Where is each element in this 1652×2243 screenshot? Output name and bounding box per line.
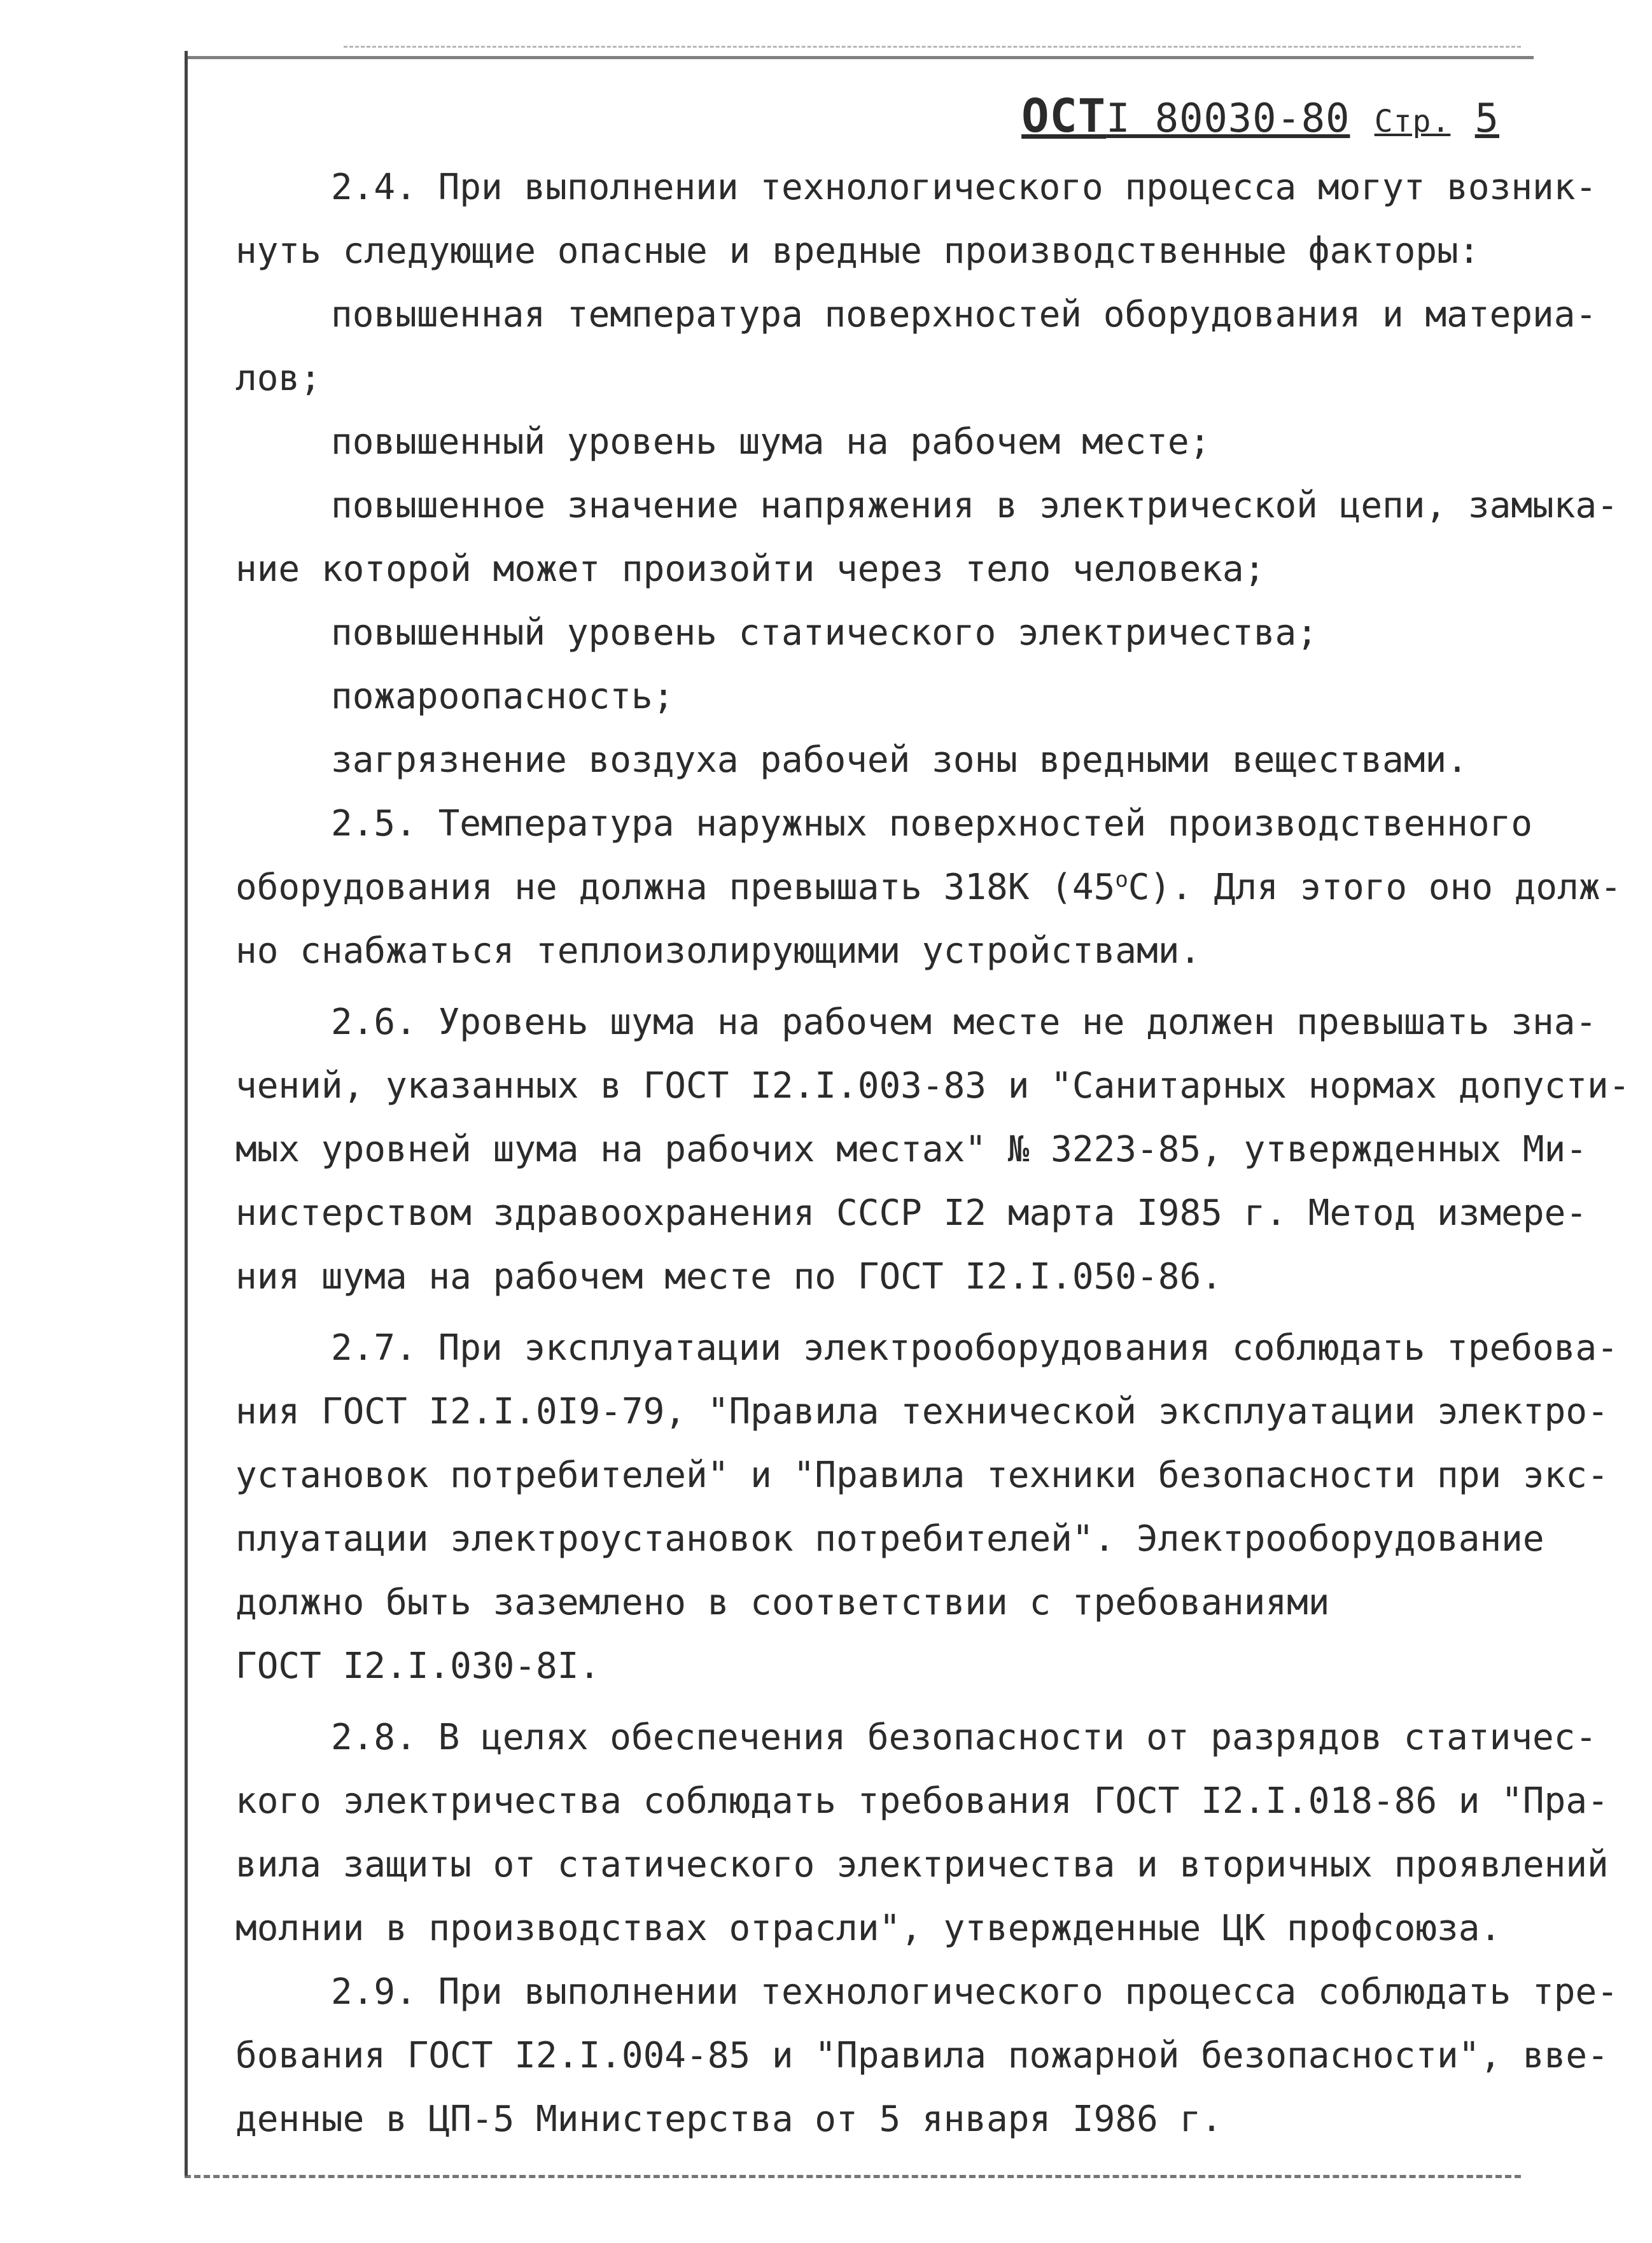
text-line: молнии в производствах отрасли", утвержденные ЦК профсоюза. (235, 1908, 1502, 1949)
text-line: пожароопасность; (331, 676, 675, 717)
document-body (235, 156, 1630, 2151)
text-line: повышенный уровень шума на рабочем месте; (331, 421, 1211, 463)
page-header (1021, 89, 1499, 143)
text-line: 2.5. Температура наружных поверхностей производственного (331, 803, 1533, 844)
page-label: Стр. (1374, 104, 1451, 139)
text-line-with-superscript (235, 856, 1622, 919)
text-line: ния шума на рабочем месте по ГОСТ I2.I.050-86. (235, 1256, 1222, 1297)
text-line: мых уровней шума на рабочих местах" № 3223-85, утвержденных Ми- (235, 1129, 1588, 1170)
frame-top-faint-line (344, 46, 1521, 48)
text-line: установок потребителей" и "Правила техники безопасности при экс- (235, 1455, 1609, 1496)
text-line: 2.7. При эксплуатации электрооборудования соблюдать требова- (331, 1327, 1618, 1369)
frame-bottom-line (185, 2175, 1521, 2178)
text-line: но снабжаться теплоизолирующими устройствами. (235, 930, 1201, 972)
text-line: 2.9. При выполнении технологического процесса соблюдать тре- (331, 1971, 1618, 2013)
text-line: нистерством здравоохранения СССР I2 марта I985 г. Метод измере- (235, 1192, 1588, 1234)
text-line: 2.6. Уровень шума на рабочем месте не должен превышать зна- (331, 1002, 1597, 1043)
text-line: ГОСТ I2.I.030-8I. (235, 1646, 601, 1687)
text-line: вила защиты от статического электричества и вторичных проявлений (235, 1844, 1609, 1885)
text-line: должно быть заземлено в соответствии с требованиями (235, 1582, 1330, 1623)
text-line: чений, указанных в ГОСТ I2.I.003-83 и "Санитарных нормах допусти- (235, 1065, 1630, 1107)
text-line: повышенный уровень статического электричества; (331, 612, 1318, 653)
frame-left-line (185, 51, 188, 2176)
text-line-part: С). Для этого оно долж- (1128, 867, 1622, 908)
text-line: плуатации электроустановок потребителей". Электрооборудование (235, 1518, 1544, 1560)
text-line: загрязнение воздуха рабочей зоны вредными веществами. (331, 739, 1468, 781)
text-line: нуть следующие опасные и вредные производственные факторы: (235, 230, 1480, 272)
text-line: 2.8. В целях обеспечения безопасности от разрядов статичес- (331, 1717, 1597, 1758)
text-line: повышенное значение напряжения в электрической цепи, замыка- (331, 485, 1618, 526)
doc-number: I 80030-80 (1106, 95, 1350, 141)
text-line: ние которой может произойти через тело человека; (235, 549, 1266, 590)
frame-top-line (185, 56, 1534, 59)
text-line: 2.4. При выполнении технологического процесса могут возник- (331, 167, 1597, 208)
page-number: 5 (1474, 95, 1499, 141)
doc-code: ОСТ (1021, 89, 1107, 143)
text-line: кого электричества соблюдать требования ГОСТ I2.I.018-86 и "Пра- (235, 1780, 1609, 1822)
text-line: денные в ЦП-5 Министерства от 5 января I986 г. (235, 2099, 1222, 2140)
text-line-part: оборудования не должна превышать 318К (45 (235, 867, 1116, 908)
text-line: бования ГОСТ I2.I.004-85 и "Правила пожарной безопасности", вве- (235, 2035, 1609, 2076)
text-line: повышенная температура поверхностей оборудования и материа- (331, 294, 1597, 335)
degree-superscript: о (1115, 867, 1128, 893)
text-line: лов; (235, 358, 321, 399)
text-line: ния ГОСТ I2.I.0I9-79, "Правила технической эксплуатации электро- (235, 1391, 1609, 1432)
